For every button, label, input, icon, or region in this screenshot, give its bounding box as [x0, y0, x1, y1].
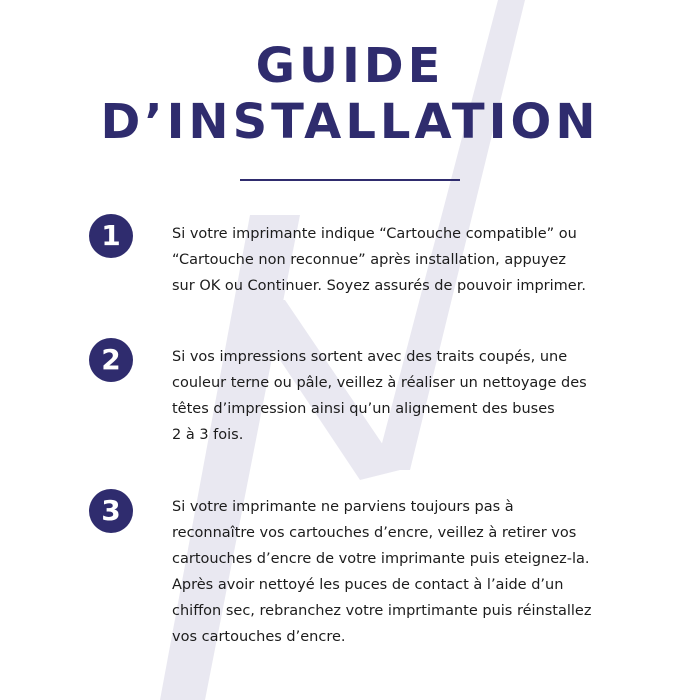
step-text-line: 2 à 3 fois.: [172, 427, 244, 443]
title-line-1: GUIDE: [255, 38, 445, 94]
step-text-line: Après avoir nettoyé les puces de contact à l’aide d’un: [172, 577, 564, 593]
title-line-2: D’INSTALLATION: [100, 94, 600, 150]
step-text-line: “Cartouche non reconnue” après installation, appuyez: [172, 252, 566, 268]
step-description: [172, 344, 642, 448]
step-text-line: têtes d’impression ainsi qu’un alignement des buses: [172, 401, 555, 417]
step-number-badge: 3: [89, 489, 133, 533]
step-number-badge: 1: [89, 214, 133, 258]
step-text-line: vos cartouches d’encre.: [172, 629, 346, 645]
step-text-line: reconnaître vos cartouches d’encre, veillez à retirer vos: [172, 525, 577, 541]
page-title: [0, 38, 700, 150]
step-text-line: sur OK ou Continuer. Soyez assurés de pouvoir imprimer.: [172, 278, 586, 294]
step-text-line: chiffon sec, rebranchez votre imprtimante puis réinstallez: [172, 603, 592, 619]
title-divider: [240, 179, 460, 181]
step-text-line: couleur terne ou pâle, veillez à réaliser un nettoyage des: [172, 375, 587, 391]
step-text-line: Si vos impressions sortent avec des traits coupés, une: [172, 349, 568, 365]
step-text-line: Si votre imprimante ne parviens toujours pas à: [172, 499, 514, 515]
step-number-badge: 2: [89, 338, 133, 382]
step-description: [172, 221, 642, 299]
step-description: [172, 494, 642, 650]
step-text-line: cartouches d’encre de votre imprimante puis eteignez-la.: [172, 551, 590, 567]
step-text-line: Si votre imprimante indique “Cartouche compatible” ou: [172, 226, 577, 242]
